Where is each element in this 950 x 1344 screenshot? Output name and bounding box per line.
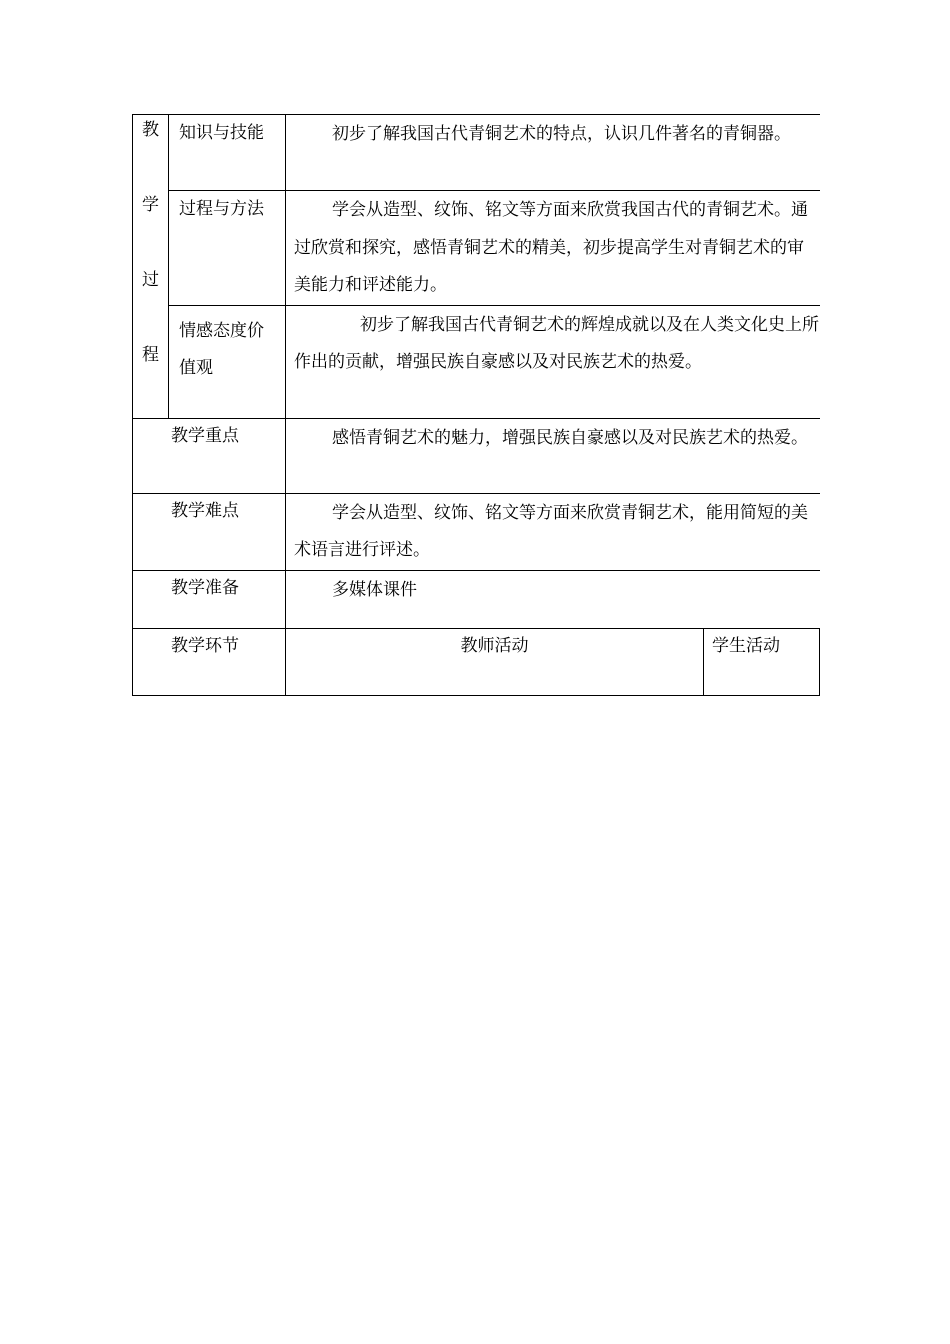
key-points-row xyxy=(133,418,820,493)
preparation-row xyxy=(133,570,820,628)
process-method-text: 学会从造型、纹饰、铭文等方面来欣赏我国古代的青铜艺术。通过欣赏和探究，感悟青铜艺术的精美，初步提高学生对青铜艺术的审美能力和评述能力。 xyxy=(286,191,820,306)
process-header-row xyxy=(133,628,820,695)
process-method-label: 过程与方法 xyxy=(169,191,286,306)
preparation-label: 教学准备 xyxy=(133,570,286,628)
label-char: 学 xyxy=(142,195,159,215)
difficulties-label: 教学难点 xyxy=(133,493,286,570)
key-points-text: 感悟青铜艺术的魅力，增强民族自豪感以及对民族艺术的热爱。 xyxy=(286,418,820,493)
stage-header: 教学环节 xyxy=(133,628,286,695)
student-activity-header: 学生活动 xyxy=(704,628,820,695)
knowledge-skills-text: 初步了解我国古代青铜艺术的特点，认识几件著名的青铜器。 xyxy=(286,115,820,191)
knowledge-skills-label: 知识与技能 xyxy=(169,115,286,191)
label-char: 教 xyxy=(142,120,159,140)
teacher-activity-header: 教师活动 xyxy=(286,628,704,695)
objective-row-knowledge xyxy=(133,115,820,191)
teaching-process-label xyxy=(133,115,169,419)
attitude-values-text: 初步了解我国古代青铜艺术的辉煌成就以及在人类文化史上所作出的贡献，增强民族自豪感以及对民族艺术的热爱。 xyxy=(286,305,820,418)
key-points-label: 教学重点 xyxy=(133,418,286,493)
difficulties-row xyxy=(133,493,820,570)
difficulties-text: 学会从造型、纹饰、铭文等方面来欣赏青铜艺术，能用简短的美术语言进行评述。 xyxy=(286,493,820,570)
objective-row-attitude xyxy=(133,305,820,418)
objective-row-process xyxy=(133,191,820,306)
preparation-text: 多媒体课件 xyxy=(286,570,820,628)
label-char: 过 xyxy=(142,270,159,290)
attitude-values-label: 情感态度价值观 xyxy=(169,305,286,418)
lesson-plan-table xyxy=(132,114,820,696)
label-char: 程 xyxy=(142,345,159,365)
